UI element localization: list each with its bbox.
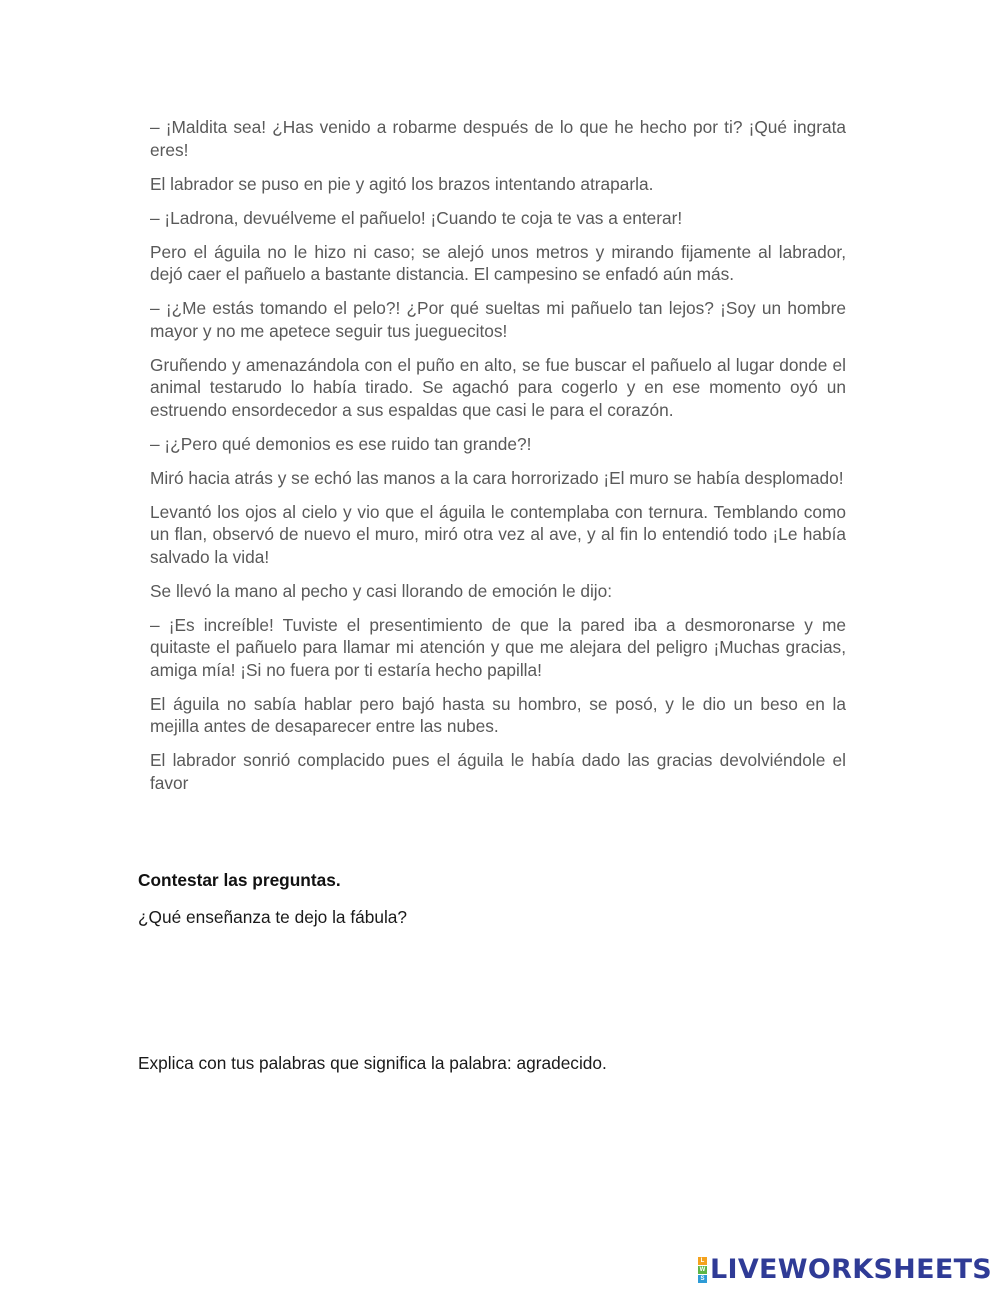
story-paragraph-6: Gruñendo y amenazándola con el puño en alto, se fue buscar el pañuelo al lugar donde el animal testarudo lo había tirado. Se agachó para cogerlo y en ese momento oyó un estruendo ensordecedor a sus espaldas que casi le para el corazón. <box>150 354 846 420</box>
liveworksheets-logo <box>698 1255 992 1285</box>
story-paragraph-7: – ¡¿Pero qué demonios es ese ruido tan grande?! <box>150 433 532 454</box>
question-2: Explica con tus palabras que significa la palabra: agradecido. <box>138 1053 607 1073</box>
logo-block-3: S <box>698 1275 707 1283</box>
story-paragraph-1: – ¡Maldita sea! ¿Has venido a robarme después de lo que he hecho por ti? ¡Qué ingrata eres! <box>150 117 846 160</box>
answer-area-2[interactable] <box>138 1080 846 1200</box>
story-paragraph-4: Pero el águila no le hizo ni caso; se alejó unos metros y mirando fijamente al labrador, dejó caer el pañuelo a bastante distancia. El campesino se enfadó aún más. <box>150 241 846 284</box>
answer-area-1[interactable] <box>138 934 846 1040</box>
logo-blocks-icon <box>698 1257 707 1283</box>
story-paragraph-3: – ¡Ladrona, devuélveme el pañuelo! ¡Cuando te coja te vas a enterar! <box>150 207 683 228</box>
story-paragraph-2: El labrador se puso en pie y agitó los brazos intentando atraparla. <box>150 173 654 194</box>
logo-text: LIVEWORKSHEETS <box>710 1254 993 1285</box>
story-paragraph-10: Se llevó la mano al pecho y casi llorando de emoción le dijo: <box>150 580 613 601</box>
logo-block-1: L <box>698 1257 707 1265</box>
story-paragraph-5: – ¡¿Me estás tomando el pelo?! ¿Por qué sueltas mi pañuelo tan lejos? ¡Soy un hombre mayor y no me apetece seguir tus jueguecitos! <box>150 298 846 341</box>
question-1: ¿Qué enseñanza te dejo la fábula? <box>138 907 408 927</box>
story-paragraph-8: Miró hacia atrás y se echó las manos a la cara horrorizado ¡El muro se había desplomado! <box>150 467 844 488</box>
story-text <box>150 116 846 806</box>
logo-block-2: W <box>699 1267 706 1273</box>
story-paragraph-12: El águila no sabía hablar pero bajó hasta su hombro, se posó, y le dio un beso en la mejilla antes de desaparecer entre las nubes. <box>150 693 846 736</box>
story-paragraph-9: Levantó los ojos al cielo y vio que el águila le contemplaba con ternura. Temblando como un flan, observó de nuevo el muro, miró otra vez al ave, y al fin lo entendió todo ¡Le había salvado la vida! <box>150 501 846 567</box>
questions-title: Contestar las preguntas. <box>138 870 341 890</box>
story-paragraph-13: El labrador sonrió complacido pues el águila le había dado las gracias devolviéndole el favor <box>150 750 846 793</box>
story-paragraph-11: – ¡Es increíble! Tuviste el presentimiento de que la pared iba a desmoronarse y me quitaste el pañuelo para llamar mi atención y que me alejara del peligro ¡Muchas gracias, amiga mía! ¡Si no fuera por ti estaría hecho papilla! <box>150 614 846 680</box>
